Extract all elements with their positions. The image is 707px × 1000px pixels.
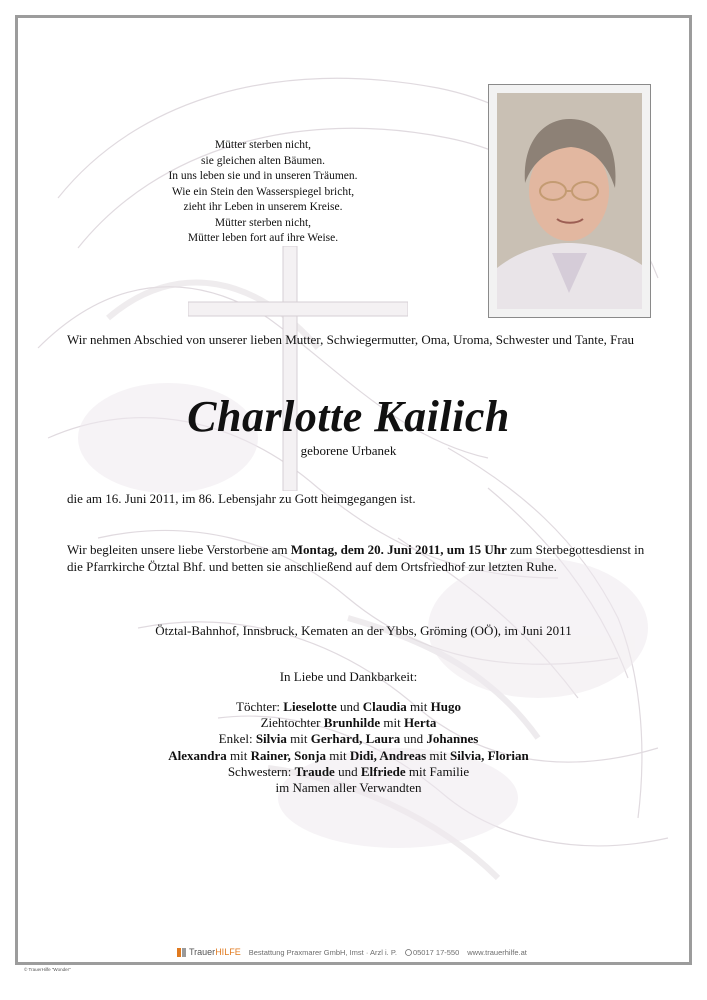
passing-notice: die am 16. Juni 2011, im 86. Lebensjahr zu Gott heimgegangen ist. — [67, 491, 416, 506]
brand-logo — [189, 947, 241, 957]
poem-line: Mütter leben fort auf ihre Weise. — [187, 232, 339, 244]
company-website[interactable]: www.trauerhilfe.at — [467, 947, 527, 957]
mourners-row-grandchildren — [0, 731, 702, 747]
deceased-name: Charlotte Kailich — [187, 392, 510, 441]
poem — [128, 138, 398, 247]
mourner-name: Lieselotte — [283, 699, 337, 714]
mourner-name: Gerhard, Laura — [310, 731, 401, 747]
mourner-name: Alexandra — [168, 747, 227, 763]
trauerhilfe-logo-icon — [177, 948, 186, 957]
birth-name: geborene Urbanek — [300, 443, 397, 458]
poem-line: Wie ein Stein den Wasserspiegel bricht, — [171, 185, 355, 198]
mourners-row-foster-daughter — [0, 715, 702, 731]
company-name: Bestattung Praxmarer GmbH, Imst · Arzl i. P. — [248, 947, 397, 957]
connector: mit — [380, 715, 404, 731]
mourner-name: Elfriede — [360, 763, 406, 779]
thanks-line: In Liebe und Dankbarkeit: — [279, 669, 418, 684]
connector: und — [336, 699, 363, 714]
brand-main: Trauer — [189, 947, 216, 957]
connector: mit — [426, 747, 450, 763]
mourner-name: Brunhilde — [323, 715, 381, 731]
portrait-photo — [497, 93, 642, 309]
mourner-name: Johannes — [426, 731, 479, 747]
poem-line: Mütter sterben nicht, — [214, 216, 312, 229]
connector: mit Familie — [405, 763, 470, 779]
poem-line: zieht ihr Leben in unserem Kreise. — [183, 201, 343, 213]
mourner-name: Silvia, Florian — [450, 747, 529, 763]
funeral-text-before: Wir begleiten unsere liebe Verstorbene am — [67, 542, 291, 557]
mourners-row-relatives: im Namen aller Verwandten — [275, 780, 422, 796]
mourner-name: Silvia — [255, 731, 287, 747]
connector: mit — [226, 747, 251, 763]
mourner-name: Hugo — [430, 699, 461, 714]
mourners-row-grandchildren-2 — [0, 748, 702, 764]
mourner-name: Rainer, Sonja — [250, 747, 326, 763]
mourners-row-daughters — [0, 699, 702, 715]
connector: mit — [286, 731, 311, 747]
funeral-text-after: zum Sterbegottesdienst in die Pfarrkirche Ötztal Bhf. und betten sie anschließend auf dem Ortsfriedhof zur letzten Ruhe. — [67, 542, 645, 574]
funeral-notice — [67, 541, 647, 575]
connector: mit — [406, 699, 431, 714]
mourners-row-sisters — [0, 764, 702, 780]
mourners-list — [0, 699, 702, 796]
mourner-name: Claudia — [362, 699, 407, 714]
company-phone: 05017 17-550 — [412, 947, 460, 957]
funeral-date: Montag, dem 20. Juni 2011, um 15 Uhr — [290, 542, 507, 557]
poem-line: Mütter sterben nicht, — [214, 139, 312, 151]
row-label: Enkel: — [218, 731, 256, 747]
connector: und — [334, 763, 361, 779]
place-and-date: Ötztal-Bahnhof, Innsbruck, Kematen an der Ybbs, Gröming (OÖ), im Juni 2011 — [155, 623, 572, 638]
footer-credit — [175, 946, 529, 958]
row-label: Töchter: — [236, 699, 284, 714]
mourner-name: Traude — [294, 763, 335, 779]
brand-accent: HILFE — [215, 947, 241, 957]
farewell-intro: Wir nehmen Abschied von unserer lieben Mutter, Schwiegermutter, Oma, Uroma, Schwester und Tante, Frau — [67, 332, 634, 347]
connector: mit — [325, 747, 350, 763]
row-label: Ziehtochter — [260, 715, 324, 731]
phone-icon — [405, 949, 412, 956]
connector: und — [400, 731, 427, 747]
portrait-frame — [488, 84, 651, 318]
row-label: Schwestern: — [227, 763, 295, 779]
copyright-note: © TrauerHilfe "Wonder" — [24, 967, 71, 972]
mourner-name: Didi, Andreas — [349, 747, 427, 763]
poem-line: sie gleichen alten Bäumen. — [201, 154, 325, 167]
poem-line: In uns leben sie und in unseren Träumen. — [168, 170, 358, 182]
mourner-name: Herta — [403, 715, 437, 731]
